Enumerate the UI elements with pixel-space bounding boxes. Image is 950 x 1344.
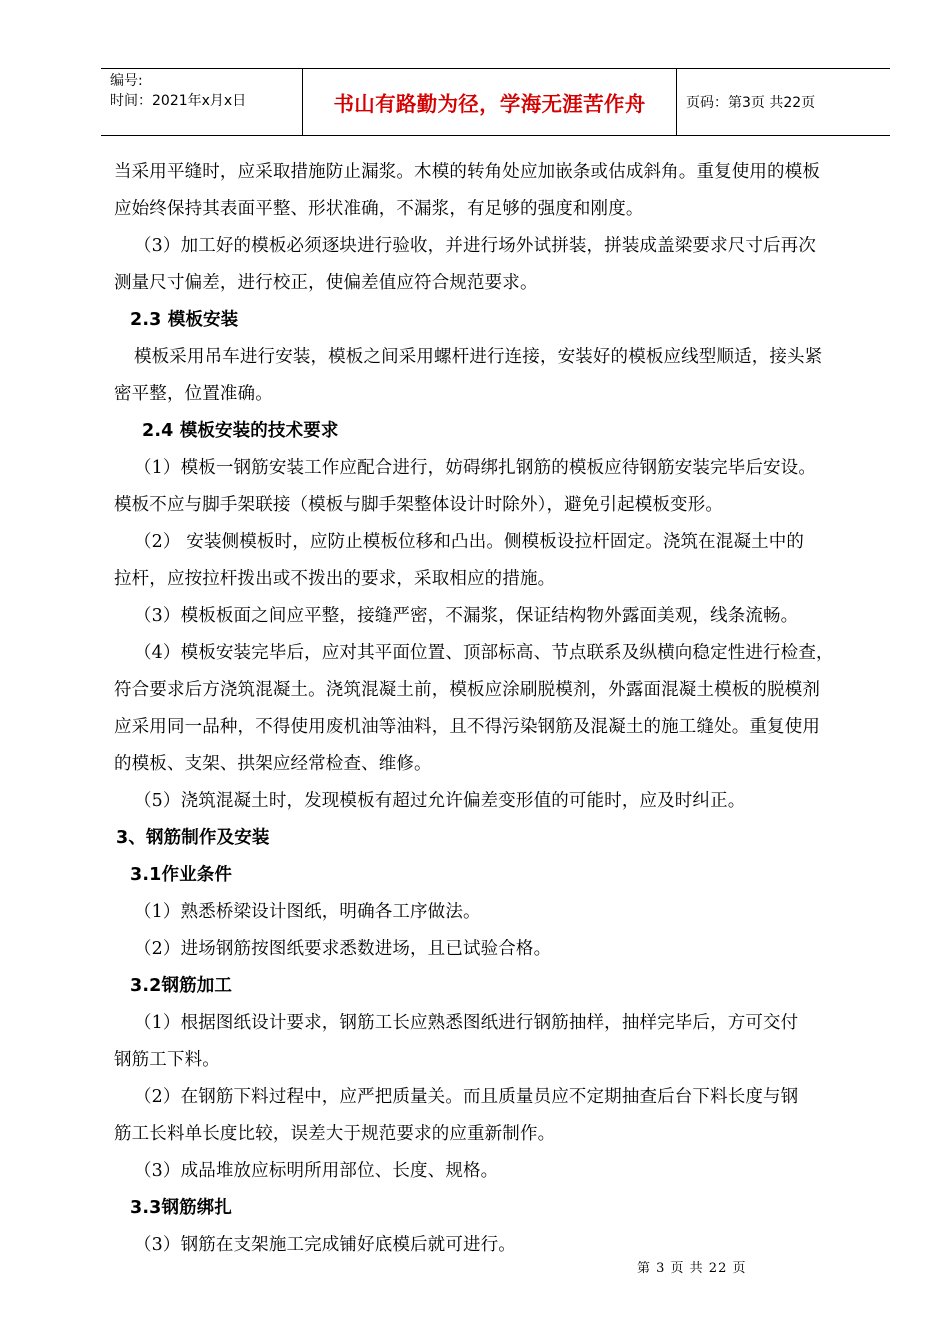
serial-number-label: 编号: — [110, 73, 143, 89]
paragraph-line: （3）加工好的模板必须逐块进行验收，并进行场外试拼装，拼装成盖梁要求尺寸后再次 — [134, 236, 816, 256]
paragraph-line: （3）钢筋在支架施工完成铺好底模后就可进行。 — [134, 1235, 516, 1255]
document-body — [114, 154, 884, 1264]
paragraph-line: 当采用平缝时，应采取措施防止漏浆。木模的转角处应加嵌条或估成斜角。重复使用的模板 — [114, 162, 820, 182]
header-page-info: 页码：第3页 共22页 — [686, 95, 816, 111]
paragraph-line: （3）模板板面之间应平整，接缝严密，不漏浆，保证结构物外露面美观，线条流畅。 — [134, 606, 799, 626]
section-heading-3-2: 3.2钢筋加工 — [130, 976, 233, 996]
section-heading-3-1: 3.1作业条件 — [130, 865, 233, 885]
section-heading-2-3: 2.3 模板安装 — [130, 310, 239, 330]
header-meta — [101, 69, 303, 135]
paragraph-line: （2）在钢筋下料过程中，应严把质量关。而且质量员应不定期抽查后台下料长度与钢 — [134, 1087, 799, 1107]
paragraph-line: （1）模板一钢筋安装工作应配合进行，妨碍绑扎钢筋的模板应待钢筋安装完毕后安设。 — [134, 458, 816, 478]
paragraph-line: 拉杆，应按拉杆拨出或不拨出的要求，采取相应的措施。 — [114, 569, 556, 589]
paragraph-line: （2） 安装侧模板时，应防止模板位移和凸出。侧模板设拉杆固定。浇筑在混凝土中的 — [134, 532, 805, 552]
paragraph-line: 应采用同一品种，不得使用废机油等油料，且不得污染钢筋及混凝土的施工缝处。重复使用 — [114, 717, 820, 737]
page-footer: 第 3 页 共 22 页 — [637, 1261, 747, 1276]
paragraph-line: （5）浇筑混凝土时，发现模板有超过允许偏差变形值的可能时，应及时纠正。 — [134, 791, 746, 811]
paragraph-line: 模板采用吊车进行安装，模板之间采用螺杆进行连接，安装好的模板应线型顺适，接头紧 — [134, 347, 823, 367]
header-motto: 书山有路勤为径，学海无涯苦作舟 — [303, 69, 677, 135]
paragraph-line: （1）根据图纸设计要求，钢筋工长应熟悉图纸进行钢筋抽样，抽样完毕后，方可交付 — [134, 1013, 799, 1033]
page-header — [101, 68, 890, 136]
paragraph-line: 符合要求后方浇筑混凝土。浇筑混凝土前，模板应涂刷脱模剂，外露面混凝土模板的脱模剂 — [114, 680, 820, 700]
paragraph-line: （4）模板安装完毕后，应对其平面位置、顶部标高、节点联系及纵横向稳定性进行检查， — [134, 643, 834, 663]
section-heading-3: 3、钢筋制作及安装 — [116, 828, 270, 848]
paragraph-line: 测量尺寸偏差，进行校正，使偏差值应符合规范要求。 — [114, 273, 538, 293]
date-label: 时间：2021年x月x日 — [110, 93, 247, 109]
paragraph-line: 模板不应与脚手架联接（模板与脚手架整体设计时除外），避免引起模板变形。 — [114, 495, 723, 515]
paragraph-line: 密平整，位置准确。 — [114, 384, 273, 404]
paragraph-line: （1）熟悉桥梁设计图纸，明确各工序做法。 — [134, 902, 481, 922]
paragraph-line: 的模板、支架、拱架应经常检查、维修。 — [114, 754, 432, 774]
paragraph-line: （2）进场钢筋按图纸要求悉数进场，且已试验合格。 — [134, 939, 552, 959]
section-heading-2-4: 2.4 模板安装的技术要求 — [142, 421, 339, 441]
paragraph-line: 应始终保持其表面平整、形状准确，不漏浆，有足够的强度和刚度。 — [114, 199, 644, 219]
paragraph-line: 钢筋工下料。 — [114, 1050, 220, 1070]
paragraph-line: （3）成品堆放应标明所用部位、长度、规格。 — [134, 1161, 499, 1181]
section-heading-3-3: 3.3钢筋绑扎 — [130, 1198, 233, 1218]
paragraph-line: 筋工长料单长度比较，误差大于规范要求的应重新制作。 — [114, 1124, 556, 1144]
